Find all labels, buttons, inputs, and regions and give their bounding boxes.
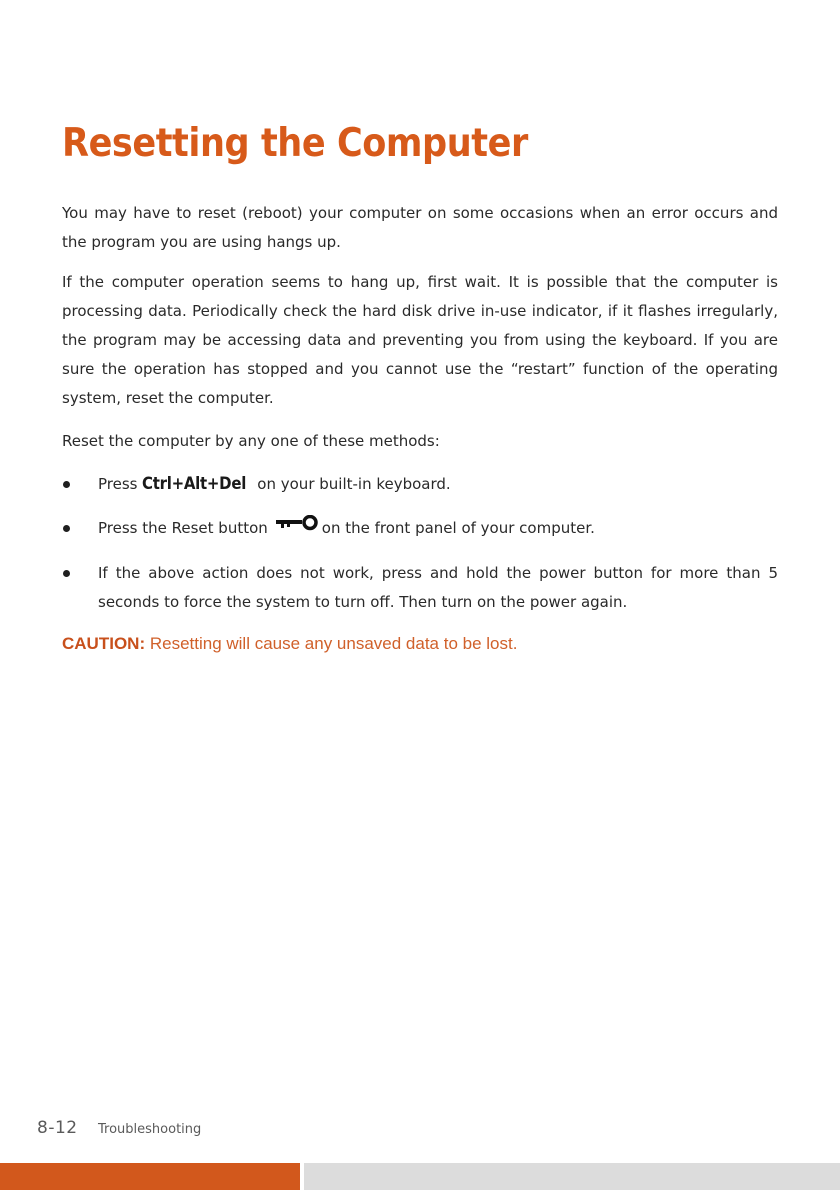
list-item — [62, 514, 778, 543]
bullet-text: If the above action does not work, press and hold the power button for more than 5 seconds to force the system to turn off. Then turn on the power again. — [98, 564, 778, 611]
bullet-text-after: on your built-in keyboard. — [252, 475, 451, 493]
footer-gray-bar — [304, 1163, 840, 1190]
hang-up-paragraph: If the computer operation seems to hang up, first wait. It is possible that the computer is processing data. Periodically check the hard disk drive in-use indicator, if it flashes irregularly, the program may be accessing data and preventing you from using the keyboard. If you are sure the operation has stopped and you cannot use the “restart” function of the operating system, reset the computer. — [62, 273, 778, 407]
intro-paragraph: You may have to reset (reboot) your computer on some occasions when an error occurs and the program you are using hangs up. — [62, 204, 778, 251]
bullet-text — [98, 514, 778, 543]
bullet-text-before: Press — [98, 475, 143, 493]
bullet-icon — [63, 525, 70, 532]
reset-key-icon — [276, 512, 320, 541]
caution-label: CAUTION: — [62, 634, 146, 653]
page-title: Resetting the Computer — [62, 121, 528, 166]
caution-note — [62, 630, 778, 658]
bullet-icon — [63, 481, 70, 488]
section-name: Troubleshooting — [98, 1122, 202, 1137]
caution-text: Resetting will cause any unsaved data to be lost. — [145, 634, 518, 653]
bullet-text-before: Press the Reset button — [98, 519, 268, 537]
list-item — [62, 470, 778, 499]
page-number: 8-12 — [37, 1118, 78, 1138]
list-item — [62, 559, 778, 617]
key-combination: Ctrl+Alt+Del — [142, 474, 247, 494]
methods-intro-paragraph: Reset the computer by any one of these methods: — [62, 432, 440, 450]
footer-accent-bar — [0, 1163, 300, 1190]
bullet-icon — [63, 570, 70, 577]
bullet-text-after: on the front panel of your computer. — [321, 519, 595, 537]
bullet-text — [98, 470, 778, 499]
